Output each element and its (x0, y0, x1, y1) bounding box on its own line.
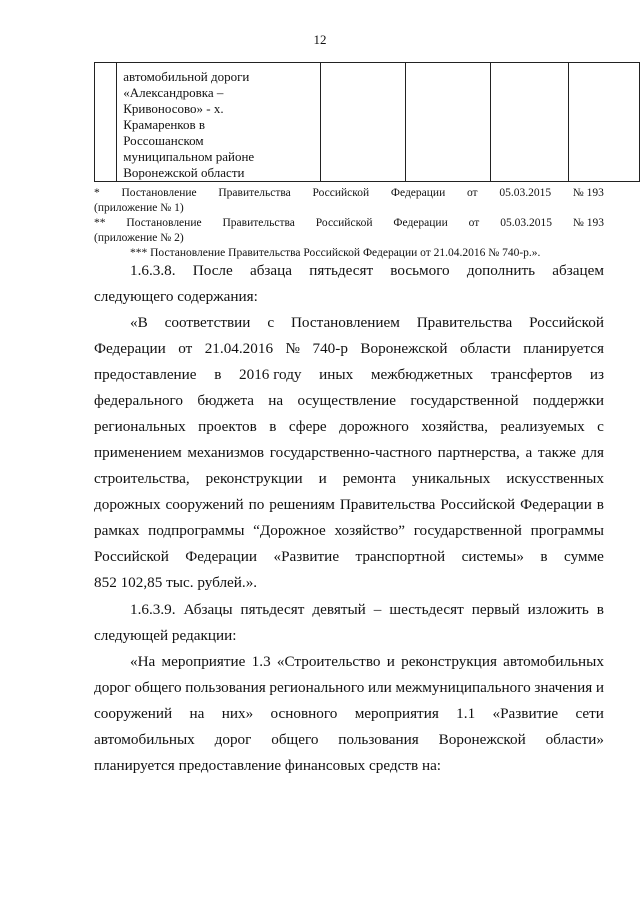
word: сумме (564, 548, 604, 565)
word: на (268, 392, 284, 409)
paragraph-line (94, 701, 604, 727)
footnote-2-appendix: (приложение № 2) (94, 232, 184, 244)
word: Федерации (390, 187, 446, 199)
word: в (540, 548, 548, 565)
paragraph-line (94, 675, 604, 701)
word: трансфертов (490, 366, 573, 383)
paragraph-body (94, 649, 604, 753)
word: значения (534, 679, 593, 696)
word: Правительства (339, 496, 436, 513)
word: с (267, 314, 275, 331)
paragraph-line (94, 649, 604, 675)
word: проектов (198, 418, 257, 435)
word: Воронежской (360, 340, 448, 357)
word: региональных (94, 418, 186, 435)
word: общего (134, 679, 182, 696)
word: области (459, 340, 511, 357)
word: дорог (94, 679, 131, 696)
word: № 193 (572, 187, 604, 199)
paragraph-line (94, 414, 604, 440)
word: партнерства, (437, 444, 520, 461)
word: государственной (413, 522, 522, 539)
word: ** (94, 217, 106, 229)
table-cell-line: «Александровка – (123, 85, 224, 100)
road-name-text (117, 63, 320, 181)
word: государственной (410, 392, 519, 409)
table-cell-line: Крамаренков в (123, 117, 205, 132)
word: первый (471, 601, 520, 618)
word: а (525, 444, 533, 461)
table-cell-road-name (117, 63, 321, 182)
word: искусственных (506, 470, 604, 487)
word: программы (530, 522, 604, 539)
word: и (386, 653, 395, 670)
paragraph-line: следующей редакции: (94, 627, 237, 644)
table-cell-empty (491, 63, 569, 182)
paragraph-line (94, 362, 604, 388)
word: от (466, 187, 478, 199)
word: автомобильных (94, 731, 195, 748)
word: 1.6.3.9. (130, 601, 176, 618)
word: * (94, 187, 100, 199)
word: восьмого (390, 262, 450, 279)
word: пятьдесят (309, 262, 374, 279)
word: № 193 (572, 217, 604, 229)
word: применением (94, 444, 182, 461)
word: девятый (312, 601, 366, 618)
word: Российской (312, 187, 370, 199)
word: хозяйства, (421, 418, 488, 435)
word: соответствии (164, 314, 251, 331)
word: Постановлением (290, 314, 400, 331)
paragraph-line (94, 440, 604, 466)
word: 05.03.2015 (500, 217, 552, 229)
word: межмуниципального (395, 679, 531, 696)
paragraph-line (94, 388, 604, 414)
table-cell-line: Кривоносово» - х. (123, 101, 224, 116)
word: области» (545, 731, 604, 748)
word: Федерации (185, 548, 258, 565)
word: от (468, 217, 480, 229)
word: дорог (214, 731, 252, 748)
word: в (269, 418, 277, 435)
word: системы» (461, 548, 524, 565)
word: общего (271, 731, 319, 748)
word: Постановление (121, 187, 197, 199)
word: «Развитие (273, 548, 340, 565)
word: Правительства (416, 314, 513, 331)
word: регионального (269, 679, 365, 696)
word: строительства, (94, 470, 190, 487)
footnote-2-line (94, 216, 604, 231)
word: поддержки (532, 392, 604, 409)
word: иных (319, 366, 354, 383)
word: пользования (185, 679, 266, 696)
word: бюджета (197, 392, 254, 409)
word: реконструкция (401, 653, 497, 670)
word: 05.03.2015 (499, 187, 552, 199)
word: «Развитие (492, 705, 559, 722)
paragraph-line (94, 492, 604, 518)
word: с (597, 418, 604, 435)
word: от (178, 340, 193, 357)
word: Правительства (222, 217, 295, 229)
table-row (95, 63, 640, 182)
word: Правительства (218, 187, 291, 199)
page-number: 12 (313, 32, 327, 47)
word: осуществление (297, 392, 397, 409)
paragraph-line: планируется предоставление финансовых средств на: (94, 757, 442, 774)
word: абзаца (249, 262, 293, 279)
word: 1.3 (251, 653, 271, 670)
paragraph-1-6-3-8 (94, 258, 604, 310)
word: сети (575, 705, 604, 722)
word: “Дорожное (253, 522, 326, 539)
word: шестьдесят (389, 601, 464, 618)
word: государственно-частного (269, 444, 432, 461)
word: 21.04.2016 (204, 340, 274, 357)
word: «В (130, 314, 148, 331)
word: 740-р (312, 340, 348, 357)
financing-table-fragment (94, 62, 640, 182)
footnote-1 (94, 186, 604, 216)
word: сооружений (165, 496, 244, 513)
word: сфере (288, 418, 327, 435)
table-cell-line: муниципальном районе (123, 149, 255, 164)
word: автомобильных (503, 653, 604, 670)
word: Федерации (94, 340, 166, 357)
table-cell-empty (406, 63, 491, 182)
word: также (538, 444, 576, 461)
word: Федерации (393, 217, 448, 229)
word: мероприятия (354, 705, 439, 722)
table-cell-empty (95, 63, 117, 182)
word: рамках (94, 522, 140, 539)
word: Федерации (520, 496, 592, 513)
paragraph-line (94, 310, 604, 336)
table-cell-line: Воронежской области (123, 165, 245, 180)
word: сооружений (94, 705, 173, 722)
paragraph-body (94, 310, 604, 570)
word: и (595, 679, 604, 696)
word: мероприятие (161, 653, 246, 670)
word: Российской (440, 496, 516, 513)
word: реконструкции (205, 470, 303, 487)
word: федерального (94, 392, 183, 409)
word: механизмов (187, 444, 265, 461)
word: по (248, 496, 265, 513)
word: них» (221, 705, 254, 722)
word: № (285, 340, 301, 357)
word: или (367, 679, 392, 696)
word: решениям (269, 496, 335, 513)
table-cell-empty (321, 63, 406, 182)
word: Российской (94, 548, 169, 565)
word: ремонта (342, 470, 397, 487)
word: реализуемых (500, 418, 585, 435)
word: «На (130, 653, 156, 670)
word: Абзацы (183, 601, 233, 618)
word: на (189, 705, 205, 722)
word: в (214, 366, 222, 383)
footnote-3: *** Постановление Правительства Российской Федерации от 21.04.2016 № 740-р.». (130, 247, 541, 259)
paragraph-1-6-3-9 (94, 597, 604, 649)
word: уникальных (412, 470, 491, 487)
word: в (596, 496, 604, 513)
word: пятьдесят (240, 601, 305, 618)
word: Постановление (126, 217, 202, 229)
word: в (596, 601, 604, 618)
word: дорожных (94, 496, 161, 513)
footnote-1-appendix: (приложение № 1) (94, 202, 184, 214)
paragraph-quote-financing (94, 310, 604, 596)
table-cell-line: автомобильной дороги (123, 69, 250, 84)
word: Воронежской (438, 731, 526, 748)
paragraph-line (94, 727, 604, 753)
word: дорожного (339, 418, 409, 435)
word: После (192, 262, 233, 279)
word: для (581, 444, 604, 461)
table-cell-empty (569, 63, 640, 182)
word: Российской (529, 314, 604, 331)
word: из (589, 366, 604, 383)
word: 1.1 (456, 705, 476, 722)
word: пользования (338, 731, 419, 748)
word: дополнить (466, 262, 536, 279)
word: транспортной (355, 548, 446, 565)
word: предоставление (94, 366, 197, 383)
table-cell-line: Россошанском (123, 133, 204, 148)
word: Российской (315, 217, 373, 229)
word: 1.6.3.8. (130, 262, 176, 279)
paragraph-line (94, 336, 604, 362)
word: межбюджетных (370, 366, 474, 383)
paragraph-line (94, 258, 604, 284)
paragraph-line (94, 518, 604, 544)
footnote-2 (94, 216, 604, 246)
word: изложить (527, 601, 589, 618)
paragraph-line: следующего содержания: (94, 288, 258, 305)
word: абзацем (552, 262, 604, 279)
word: планируется (523, 340, 604, 357)
word: хозяйство” (334, 522, 405, 539)
paragraph-line (94, 597, 604, 623)
word: и (318, 470, 327, 487)
paragraph-line (94, 466, 604, 492)
word: подпрограммы (148, 522, 245, 539)
word: «Строительство (276, 653, 381, 670)
word: – (373, 601, 382, 618)
paragraph-activity-1-3 (94, 649, 604, 779)
footnote-1-line (94, 186, 604, 201)
paragraph-line: 852 102,85 тыс. рублей.». (94, 574, 258, 591)
word: основного (270, 705, 338, 722)
paragraph-line (94, 544, 604, 570)
word: 2016 году (239, 366, 302, 383)
